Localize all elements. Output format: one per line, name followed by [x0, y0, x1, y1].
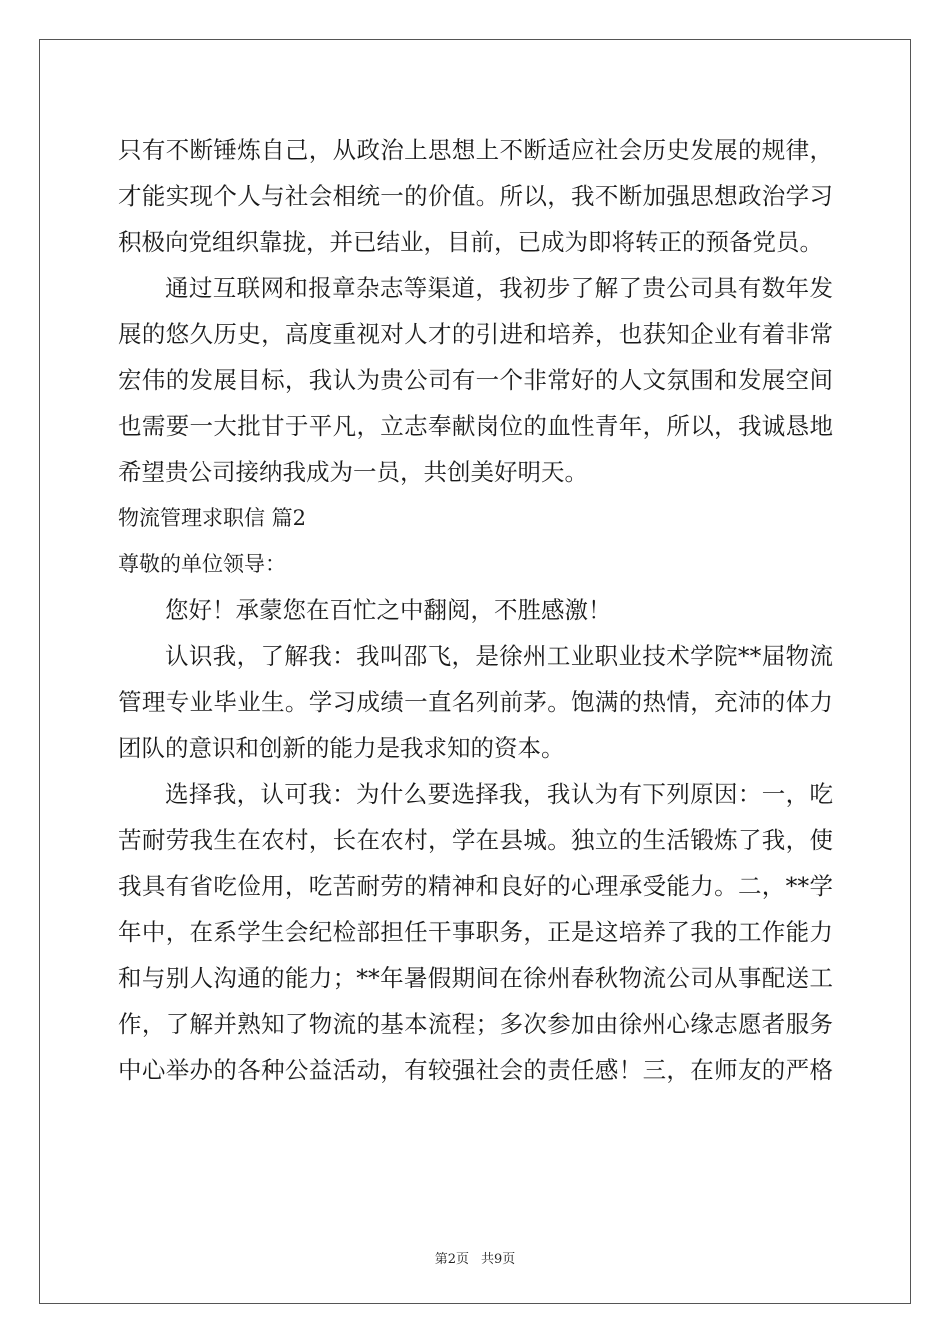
text-line: 希望贵公司接纳我成为一员，共创美好明天。: [118, 458, 588, 486]
text-line: 和与别人沟通的能力；**年暑假期间在徐州春秋物流公司从事配送工: [118, 964, 833, 992]
text-line: 管理专业毕业生。学习成绩一直名列前茅。饱满的热情，充沛的体力: [118, 688, 833, 716]
text-line: 展的悠久历史，高度重视对人才的引进和培养，也获知企业有着非常: [118, 320, 833, 348]
paragraph-first-line: 认识我，了解我：我叫邵飞，是徐州工业职业技术学院**届物流: [165, 642, 833, 670]
text-line: 中心举办的各种公益活动，有较强社会的责任感！三，在师友的严格: [118, 1056, 833, 1084]
text-line: 宏伟的发展目标，我认为贵公司有一个非常好的人文氛围和发展空间: [118, 366, 833, 394]
page-number: 第2页: [434, 1252, 469, 1267]
text-line: 苦耐劳我生在农村，长在农村，学在县城。独立的生活锻炼了我，使: [118, 826, 833, 854]
salutation: 尊敬的单位领导：: [118, 552, 286, 576]
greeting-line: 您好！承蒙您在百忙之中翻阅，不胜感激！: [165, 596, 612, 624]
text-line: 年中，在系学生会纪检部担任干事职务，正是这培养了我的工作能力: [118, 918, 833, 946]
text-line: 才能实现个人与社会相统一的价值。所以，我不断加强思想政治学习: [118, 182, 833, 210]
paragraph-first-line: 选择我，认可我：为什么要选择我，我认为有下列原因：一，吃: [165, 780, 833, 808]
text-line: 只有不断锤炼自己，从政治上思想上不断适应社会历史发展的规律，: [118, 136, 833, 164]
paragraph-first-line: 通过互联网和报章杂志等渠道，我初步了解了贵公司具有数年发: [165, 274, 833, 302]
page-total: 共9页: [481, 1252, 516, 1267]
page-footer: [0, 1248, 950, 1267]
text-line: 我具有省吃俭用，吃苦耐劳的精神和良好的心理承受能力。二，**学: [118, 872, 833, 900]
text-line: 积极向党组织靠拢，并已结业，目前，已成为即将转正的预备党员。: [118, 228, 823, 256]
text-line: 团队的意识和创新的能力是我求知的资本。: [118, 734, 565, 762]
text-line: 作，了解并熟知了物流的基本流程；多次参加由徐州心缘志愿者服务: [118, 1010, 833, 1038]
text-line: 也需要一大批甘于平凡，立志奉献岗位的血性青年，所以，我诚恳地: [118, 412, 833, 440]
section-heading: 物流管理求职信 篇2: [118, 506, 307, 530]
document-body: [118, 127, 833, 1093]
